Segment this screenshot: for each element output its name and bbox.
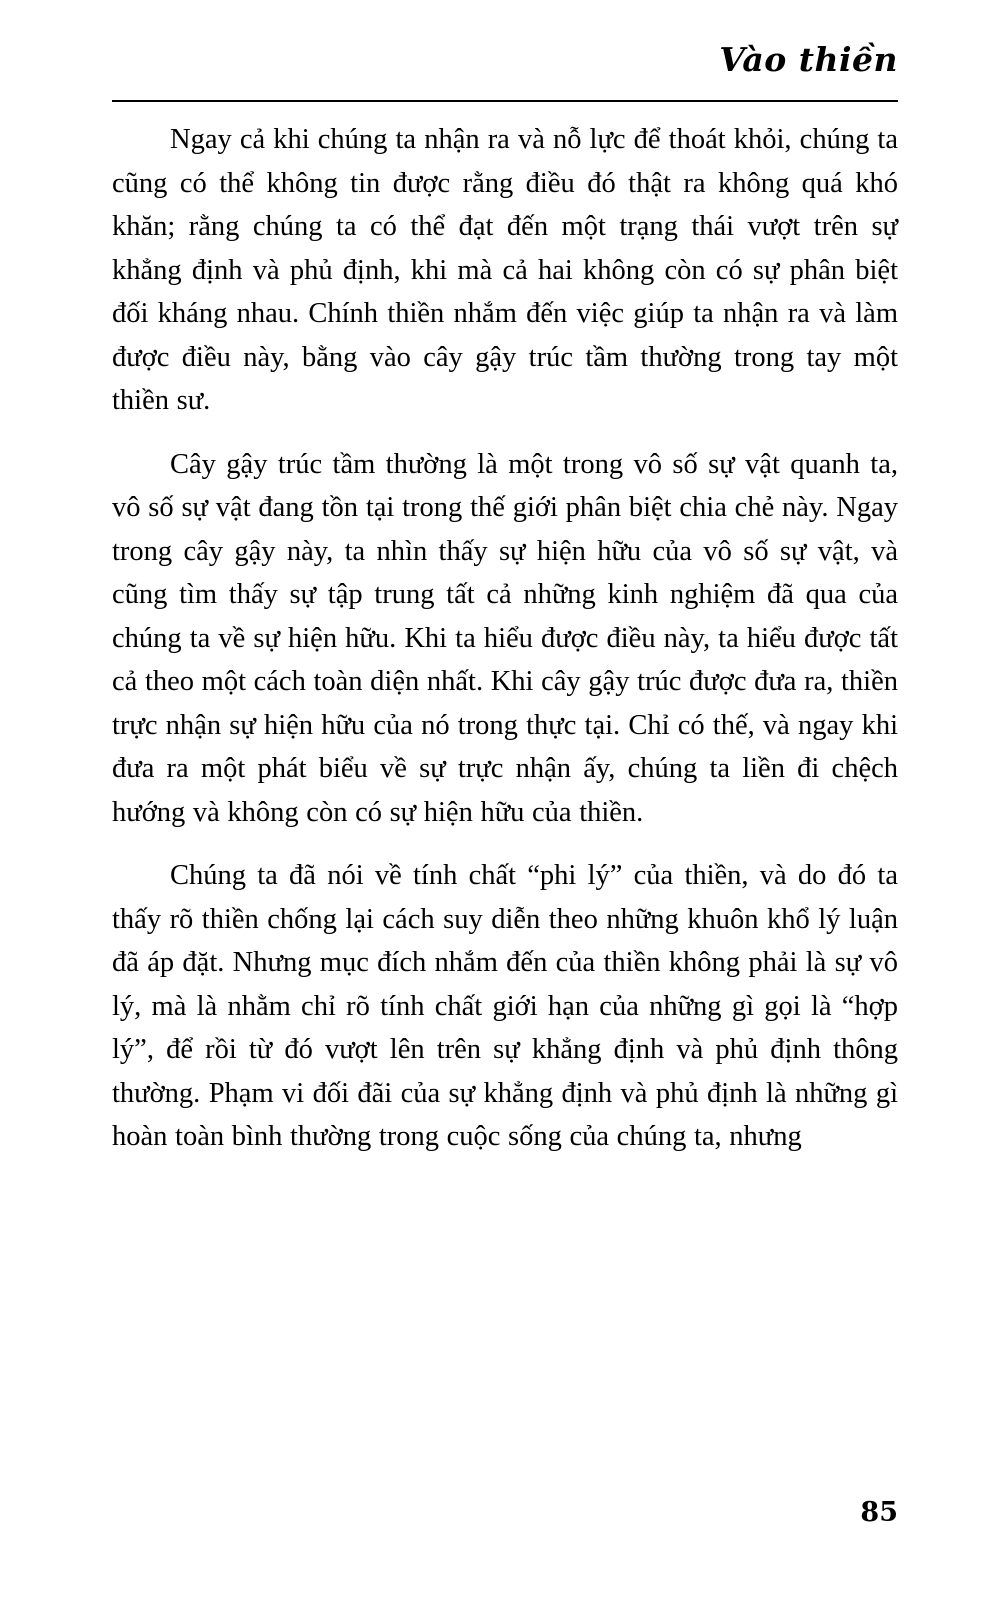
paragraph: Cây gậy trúc tầm thường là một trong vô số sự vật quanh ta, vô số sự vật đang tồn tại trong thế giới phân biệt chia chẻ này. Ngay trong cây gậy này, ta nhìn thấy sự hiện hữu của vô số sự vật, và cũng tìm thấy sự tập trung tất cả những kinh nghiệm đã qua của chúng ta về sự hiện hữu. Khi ta hiểu được điều này, ta hiểu được tất cả theo một cách toàn diện nhất. Khi cây gậy trúc được đưa ra, thiền trực nhận sự hiện hữu của nó trong thực tại. Chỉ có thế, và ngay khi đưa ra một phát biểu về sự trực nhận ấy, chúng ta liền đi chệch hướng và không còn có sự hiện hữu của thiền.: [112, 448, 898, 828]
book-title: Vào thiền: [719, 40, 898, 79]
page-number: 85: [860, 1497, 898, 1528]
header-divider: [112, 100, 898, 102]
paragraph: Chúng ta đã nói về tính chất “phi lý” của thiền, và do đó ta thấy rõ thiền chống lại cách suy diễn theo những khuôn khổ lý luận đã áp đặt. Nhưng mục đích nhắm đến của thiền không phải là sự vô lý, mà là nhằm chỉ rõ tính chất giới hạn của những gì gọi là “hợp lý”, để rồi từ đó vượt lên trên sự khẳng định và phủ định thông thường. Phạm vi đối đãi của sự khẳng định và phủ định là những gì hoàn toàn bình thường trong cuộc sống của chúng ta, nhưng: [112, 860, 898, 1152]
paragraph: Ngay cả khi chúng ta nhận ra và nỗ lực để thoát khỏi, chúng ta cũng có thể không tin được rằng điều đó thật ra không quá khó khăn; rằng chúng ta có thể đạt đến một trạng thái vượt trên sự khẳng định và phủ định, khi mà cả hai không còn có sự phân biệt đối kháng nhau. Chính thiền nhắm đến việc giúp ta nhận ra và làm được điều này, bằng vào cây gậy trúc tầm thường trong tay một thiền sư.: [112, 124, 898, 416]
body-text: [112, 118, 898, 1159]
page-header: [112, 40, 898, 102]
